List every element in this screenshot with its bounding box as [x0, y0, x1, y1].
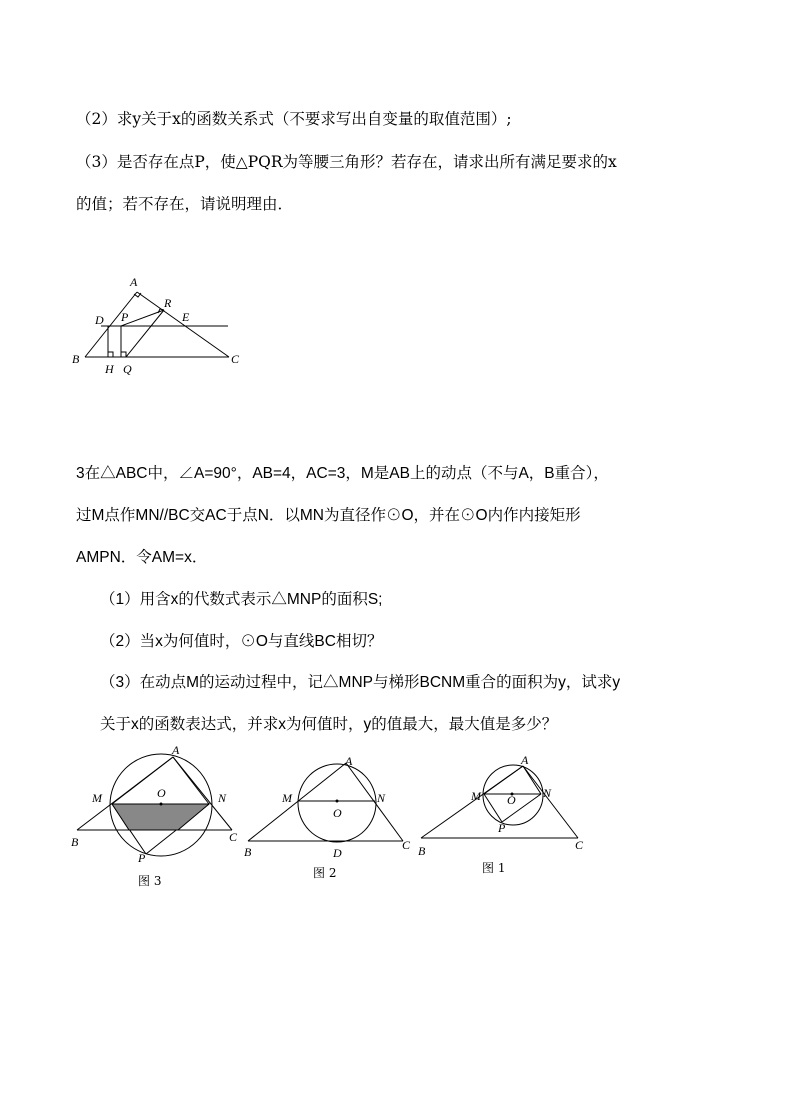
fig1-label-A: A [521, 753, 529, 767]
fig3-label-M: M [92, 791, 102, 805]
p3-line2: 过M点作MN//BC交AC于点N．以MN为直径作⊙O，并在⊙O内作内接矩形 [76, 507, 581, 524]
fig1-label-M: M [471, 789, 481, 803]
p2-part3-line1: （3）是否存在点P，使△PQR为等腰三角形？若存在，请求出所有满足要求的x [76, 153, 617, 171]
p2-part2: （2）求y关于x的函数关系式（不要求写出自变量的取值范围）; [76, 110, 512, 128]
p3-q3-line2: 关于x的函数表达式，并求x为何值时，y的值最大，最大值是多少？ [100, 716, 558, 733]
p3-q2: （2）当x为何值时，⊙O与直线BC相切？ [100, 633, 383, 650]
fig1-label-O: O [507, 793, 516, 807]
p3-q1: （1）用含x的代数式表示△MNP的面积S; [100, 591, 383, 608]
p2-label-C: C [231, 352, 240, 366]
p2-label-H: H [105, 362, 114, 376]
fig3-label-O: O [157, 786, 166, 800]
p3-line1: 3在△ABC中，∠A=90°，AB=4，AC=3，M是AB上的动点（不与A，B重合）， [76, 465, 609, 482]
p3-line3: AMPN．令AM=x． [76, 549, 208, 566]
p2-label-Q: Q [123, 362, 132, 376]
fig1-label-B: B [418, 844, 426, 858]
p2-label-P: P [121, 310, 129, 324]
fig2-label-C: C [402, 838, 411, 852]
p3-q3-line1: （3）在动点M的运动过程中，记△MNP与梯形BCNM重合的面积为y，试求y [100, 674, 621, 691]
fig2-label-D: D [333, 846, 342, 860]
fig2-label-A: A [345, 754, 353, 768]
p2-part3-line2: 的值；若不存在，请说明理由． [76, 195, 294, 213]
fig1-caption: 图 1 [482, 861, 506, 875]
p2-label-E: E [182, 310, 190, 324]
fig3-label-C: C [229, 830, 238, 844]
fig3-label-A: A [172, 743, 180, 757]
fig1-label-C: C [575, 838, 584, 852]
fig3-caption: 图 3 [138, 874, 162, 888]
p2-label-B: B [72, 352, 80, 366]
fig1-label-P: P [498, 821, 506, 835]
p2-label-R: R [164, 296, 172, 310]
fig3-label-B: B [71, 835, 79, 849]
fig3-label-P: P [138, 851, 146, 865]
fig1-label-N: N [543, 786, 552, 800]
fig2-caption: 图 2 [313, 866, 337, 880]
fig2-label-M: M [282, 791, 292, 805]
fig3-label-N: N [218, 791, 227, 805]
fig2-label-O: O [333, 806, 342, 820]
fig2-label-N: N [377, 791, 386, 805]
fig2-label-B: B [244, 845, 252, 859]
p2-label-D: D [95, 313, 104, 327]
p2-label-A: A [130, 275, 138, 289]
